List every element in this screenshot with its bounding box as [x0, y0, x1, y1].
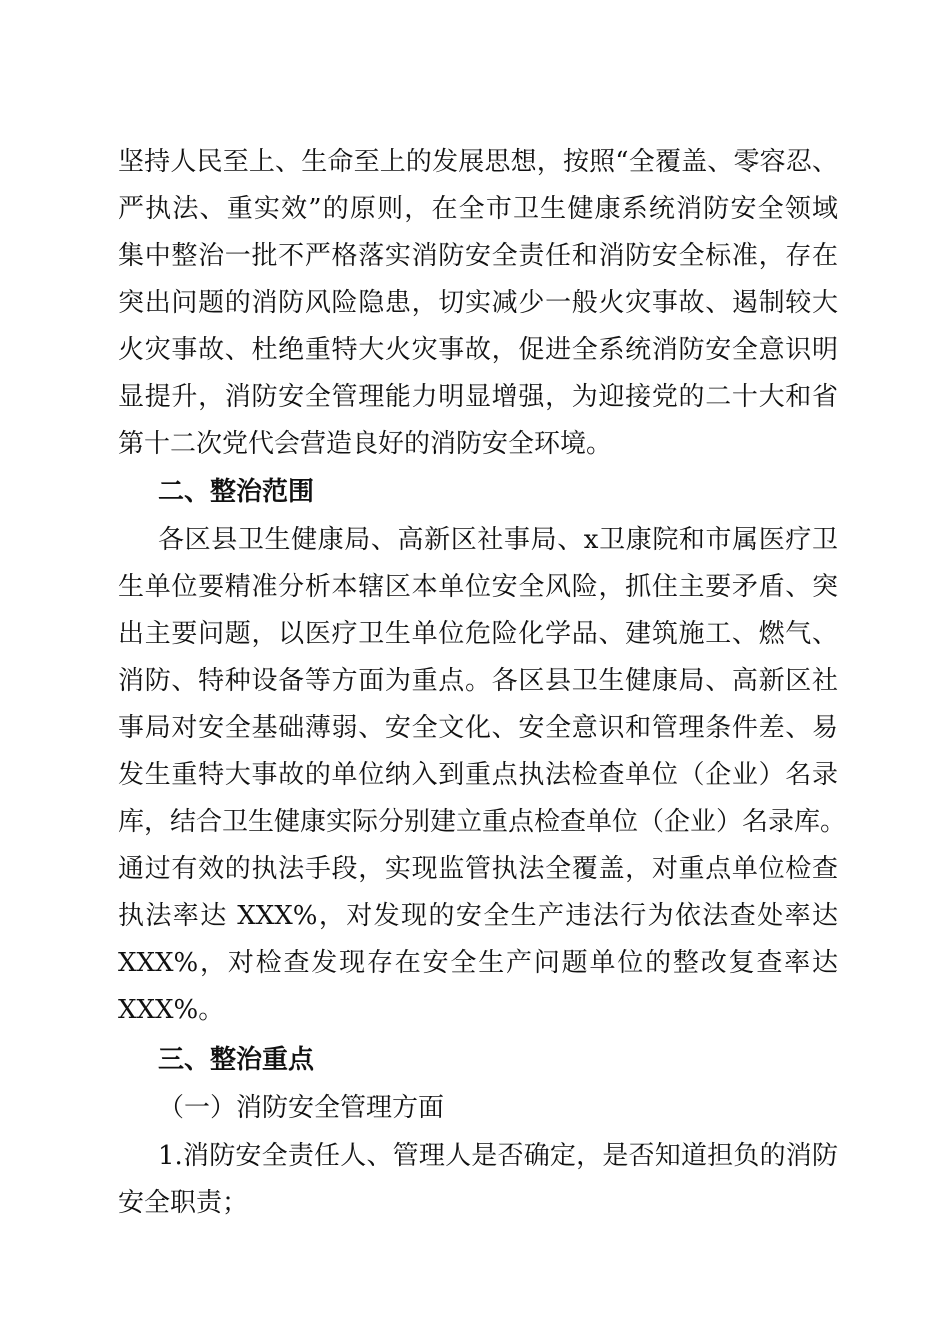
- paragraph-line: 各区县卫生健康局、高新区社事局、x卫康院和市属医疗卫: [158, 525, 838, 555]
- paragraph-line: 执法率达 XXX%，对发现的安全生产违法行为依法查处率达: [118, 901, 838, 931]
- list-item-line: 1.消防安全责任人、管理人是否确定，是否知道担负的消防: [158, 1141, 838, 1171]
- paragraph-line: 库，结合卫生健康实际分别建立重点检查单位（企业）名录库。: [118, 807, 847, 837]
- section-heading: 二、整治范围: [158, 477, 315, 507]
- section-heading: 三、整治重点: [158, 1045, 315, 1075]
- paragraph-line: 集中整治一批不严格落实消防安全责任和消防安全标准，存在: [118, 241, 838, 271]
- paragraph-line: 突出问题的消防风险隐患，切实减少一般火灾事故、遏制较大: [118, 288, 838, 318]
- paragraph-line: 通过有效的执法手段，实现监管执法全覆盖，对重点单位检查: [118, 854, 838, 884]
- paragraph-line: 生单位要精准分析本辖区本单位安全风险，抓住主要矛盾、突: [118, 572, 838, 602]
- subsection-heading: （一）消防安全管理方面: [158, 1093, 445, 1123]
- paragraph-line: 显提升，消防安全管理能力明显增强，为迎接党的二十大和省: [118, 382, 838, 412]
- paragraph-line: XXX%，对检查发现存在安全生产问题单位的整改复查率达: [118, 948, 838, 978]
- list-item-line: 安全职责；: [118, 1188, 249, 1218]
- paragraph-line: 事局对安全基础薄弱、安全文化、安全意识和管理条件差、易: [118, 713, 838, 743]
- paragraph-line: 坚持人民至上、生命至上的发展思想，按照“全覆盖、零容忍、: [118, 147, 838, 177]
- paragraph-line: 火灾事故、杜绝重特大火灾事故，促进全系统消防安全意识明: [118, 335, 838, 365]
- paragraph-line: 发生重特大事故的单位纳入到重点执法检查单位（企业）名录: [118, 760, 838, 790]
- paragraph-line: 出主要问题，以医疗卫生单位危险化学品、建筑施工、燃气、: [118, 619, 838, 649]
- paragraph-line: 第十二次党代会营造良好的消防安全环境。: [118, 429, 613, 459]
- paragraph-line: 消防、特种设备等方面为重点。各区县卫生健康局、高新区社: [118, 666, 838, 696]
- paragraph-line: XXX%。: [118, 995, 225, 1025]
- paragraph-line: 严执法、重实效”的原则，在全市卫生健康系统消防安全领域: [118, 194, 838, 224]
